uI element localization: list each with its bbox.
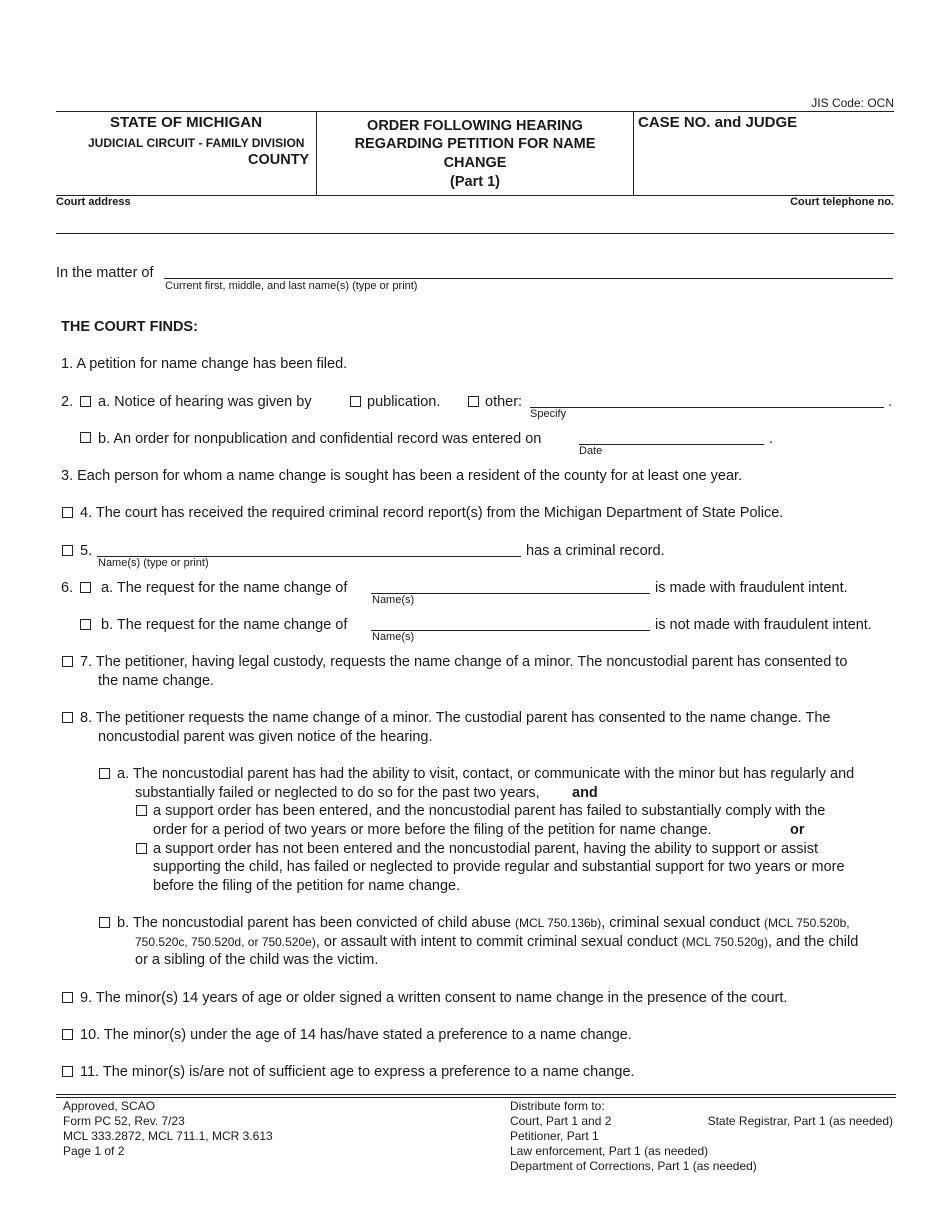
finding-6b-checkbox[interactable] [80, 619, 91, 630]
support-order-not-entered-line-1: a support order has not been entered and the noncustodial parent, having the ability to support or assist [153, 841, 819, 857]
names-caption: Name(s) [372, 631, 415, 643]
finding-8b-text-b: , criminal sexual conduct [601, 915, 760, 931]
finding-8b-line-3: or a sibling of the child was the victim. [135, 952, 379, 968]
nonpublication-date-field[interactable] [579, 444, 764, 445]
finding-7-line-1: 7. The petitioner, having legal custody, requests the name change of a minor. The noncustodial parent has consented to [80, 654, 848, 670]
distribute-court: Court, Part 1 and 2 [510, 1114, 612, 1128]
matter-name-caption: Current first, middle, and last name(s) (type or print) [165, 280, 418, 292]
finding-4-text: 4. The court has received the required criminal record report(s) from the Michigan Department of State Police. [80, 505, 784, 521]
form-title-line-1: ORDER FOLLOWING HEARING [367, 118, 583, 134]
finding-9-checkbox[interactable] [62, 992, 73, 1003]
period: . [769, 431, 774, 447]
finding-2b-checkbox[interactable] [80, 432, 91, 443]
finding-2a-text: a. Notice of hearing was given by [98, 394, 312, 410]
finding-7-line-2: the name change. [98, 673, 215, 689]
header-bottom-rule [56, 195, 894, 196]
matter-name-field[interactable] [164, 278, 893, 279]
finding-9-text: 9. The minor(s) 14 years of age or older signed a written consent to name change in the presence of the court. [80, 990, 788, 1006]
finding-8b-line-2 [135, 934, 858, 950]
court-address-rule [56, 233, 894, 234]
finding-5-number: 5. [80, 543, 93, 559]
county-label: COUNTY [248, 152, 310, 168]
finding-8-line-1: 8. The petitioner requests the name change of a minor. The custodial parent has consented to the name change. The [80, 710, 831, 726]
finding-6a-end: is made with fraudulent intent. [655, 580, 848, 596]
finding-2b-text: b. An order for nonpublication and confidential record was entered on [98, 431, 542, 447]
case-no-judge-label: CASE NO. and JUDGE [638, 114, 798, 131]
names-type-print-caption: Name(s) (type or print) [98, 557, 209, 569]
header-divider-1 [316, 111, 317, 196]
matter-label: In the matter of [56, 265, 154, 281]
distribute-heading: Distribute form to: [510, 1099, 605, 1113]
finding-6b-text: b. The request for the name change of [101, 617, 348, 633]
page-number: Page 1 of 2 [63, 1144, 125, 1158]
finding-6a-checkbox[interactable] [80, 582, 91, 593]
other-notice-label: other: [485, 394, 523, 410]
support-order-not-entered-line-2: supporting the child, has failed or neglected to provide regular and substantial support for two years or more [153, 859, 845, 875]
header-top-rule [56, 111, 894, 112]
names-caption: Name(s) [372, 594, 415, 606]
finding-5-text: has a criminal record. [526, 543, 665, 559]
support-order-entered-checkbox[interactable] [136, 805, 147, 816]
finding-8-line-2: noncustodial parent was given notice of the hearing. [98, 729, 433, 745]
finding-1: 1. A petition for name change has been filed. [61, 356, 348, 372]
mcl-750-136b-ref: (MCL 750.136b) [514, 916, 602, 930]
distribute-state-registrar: State Registrar, Part 1 (as needed) [707, 1114, 893, 1128]
or-conjunction: or [790, 822, 805, 838]
finding-8b-text-a: b. The noncustodial parent has been convicted of child abuse [117, 915, 511, 931]
specify-caption: Specify [530, 408, 567, 420]
finding-8-checkbox[interactable] [62, 712, 73, 723]
form-number: Form PC 52, Rev. 7/23 [63, 1114, 185, 1128]
finding-11-checkbox[interactable] [62, 1066, 73, 1077]
finding-10-checkbox[interactable] [62, 1029, 73, 1040]
support-order-not-entered-line-3: before the filing of the petition for name change. [153, 878, 461, 894]
finding-8b-text-c: , or assault with intent to commit criminal sexual conduct [315, 934, 678, 950]
publication-label: publication. [367, 394, 441, 410]
support-order-not-entered-checkbox[interactable] [136, 843, 147, 854]
legal-references: MCL 333.2872, MCL 711.1, MCR 3.613 [63, 1129, 273, 1143]
approved-scao: Approved, SCAO [63, 1099, 156, 1113]
finding-8b-checkbox[interactable] [99, 917, 110, 928]
mcl-750-520c-ref: 750.520c, 750.520d, or 750.520e) [135, 935, 316, 949]
footer-rule-1 [56, 1094, 896, 1095]
distribute-law-enforcement: Law enforcement, Part 1 (as needed) [510, 1144, 709, 1158]
finding-3: 3. Each person for whom a name change is sought has been a resident of the county for at least one year. [61, 468, 743, 484]
finding-6-number: 6. [61, 580, 74, 596]
form-title-line-4: (Part 1) [450, 174, 500, 190]
finding-8a-line-1: a. The noncustodial parent has had the ability to visit, contact, or communicate with the minor but has regularly and [117, 766, 855, 782]
finding-8b-line-1 [117, 915, 850, 931]
jis-code: JIS Code: OCN [811, 96, 894, 110]
finding-8b-text-d: , and the child [767, 934, 859, 950]
other-notice-checkbox[interactable] [468, 396, 479, 407]
circuit-label: JUDICIAL CIRCUIT - FAMILY DIVISION [88, 136, 305, 150]
support-order-entered-line-2: order for a period of two years or more before the filing of the petition for name change. [153, 822, 712, 838]
header-divider-2 [633, 111, 634, 196]
finding-7-checkbox[interactable] [62, 656, 73, 667]
support-order-entered-line-1: a support order has been entered, and the noncustodial parent has failed to substantially comply with the [153, 803, 826, 819]
other-notice-field[interactable] [530, 407, 884, 408]
form-title-line-2: REGARDING PETITION FOR NAME [354, 136, 596, 152]
form-title-line-3: CHANGE [443, 155, 507, 171]
finding-11-text: 11. The minor(s) is/are not of sufficient age to express a preference to a name change. [80, 1064, 635, 1080]
finding-2a-checkbox[interactable] [80, 396, 91, 407]
finding-6a-text: a. The request for the name change of [101, 580, 348, 596]
period: . [888, 394, 893, 410]
finding-2-number: 2. [61, 394, 74, 410]
court-address-label: Court address [56, 196, 131, 208]
finding-6b-end: is not made with fraudulent intent. [655, 617, 872, 633]
finding-8a-checkbox[interactable] [99, 768, 110, 779]
state-label: STATE OF MICHIGAN [110, 114, 262, 131]
court-finds-heading: THE COURT FINDS: [61, 319, 198, 335]
date-caption: Date [579, 445, 603, 457]
finding-5-checkbox[interactable] [62, 545, 73, 556]
court-telephone-label: Court telephone no. [790, 196, 894, 208]
publication-checkbox[interactable] [350, 396, 361, 407]
footer-rule-2 [56, 1097, 896, 1098]
distribute-corrections: Department of Corrections, Part 1 (as needed) [510, 1159, 757, 1173]
and-conjunction: and [572, 785, 598, 801]
distribute-petitioner: Petitioner, Part 1 [510, 1129, 599, 1143]
finding-8a-line-2: substantially failed or neglected to do so for the past two years, [135, 785, 540, 801]
finding-4-checkbox[interactable] [62, 507, 73, 518]
finding-10-text: 10. The minor(s) under the age of 14 has/have stated a preference to a name change. [80, 1027, 632, 1043]
mcl-750-520g-ref: (MCL 750.520g) [681, 935, 768, 949]
mcl-750-520b-ref: (MCL 750.520b, [764, 916, 850, 930]
